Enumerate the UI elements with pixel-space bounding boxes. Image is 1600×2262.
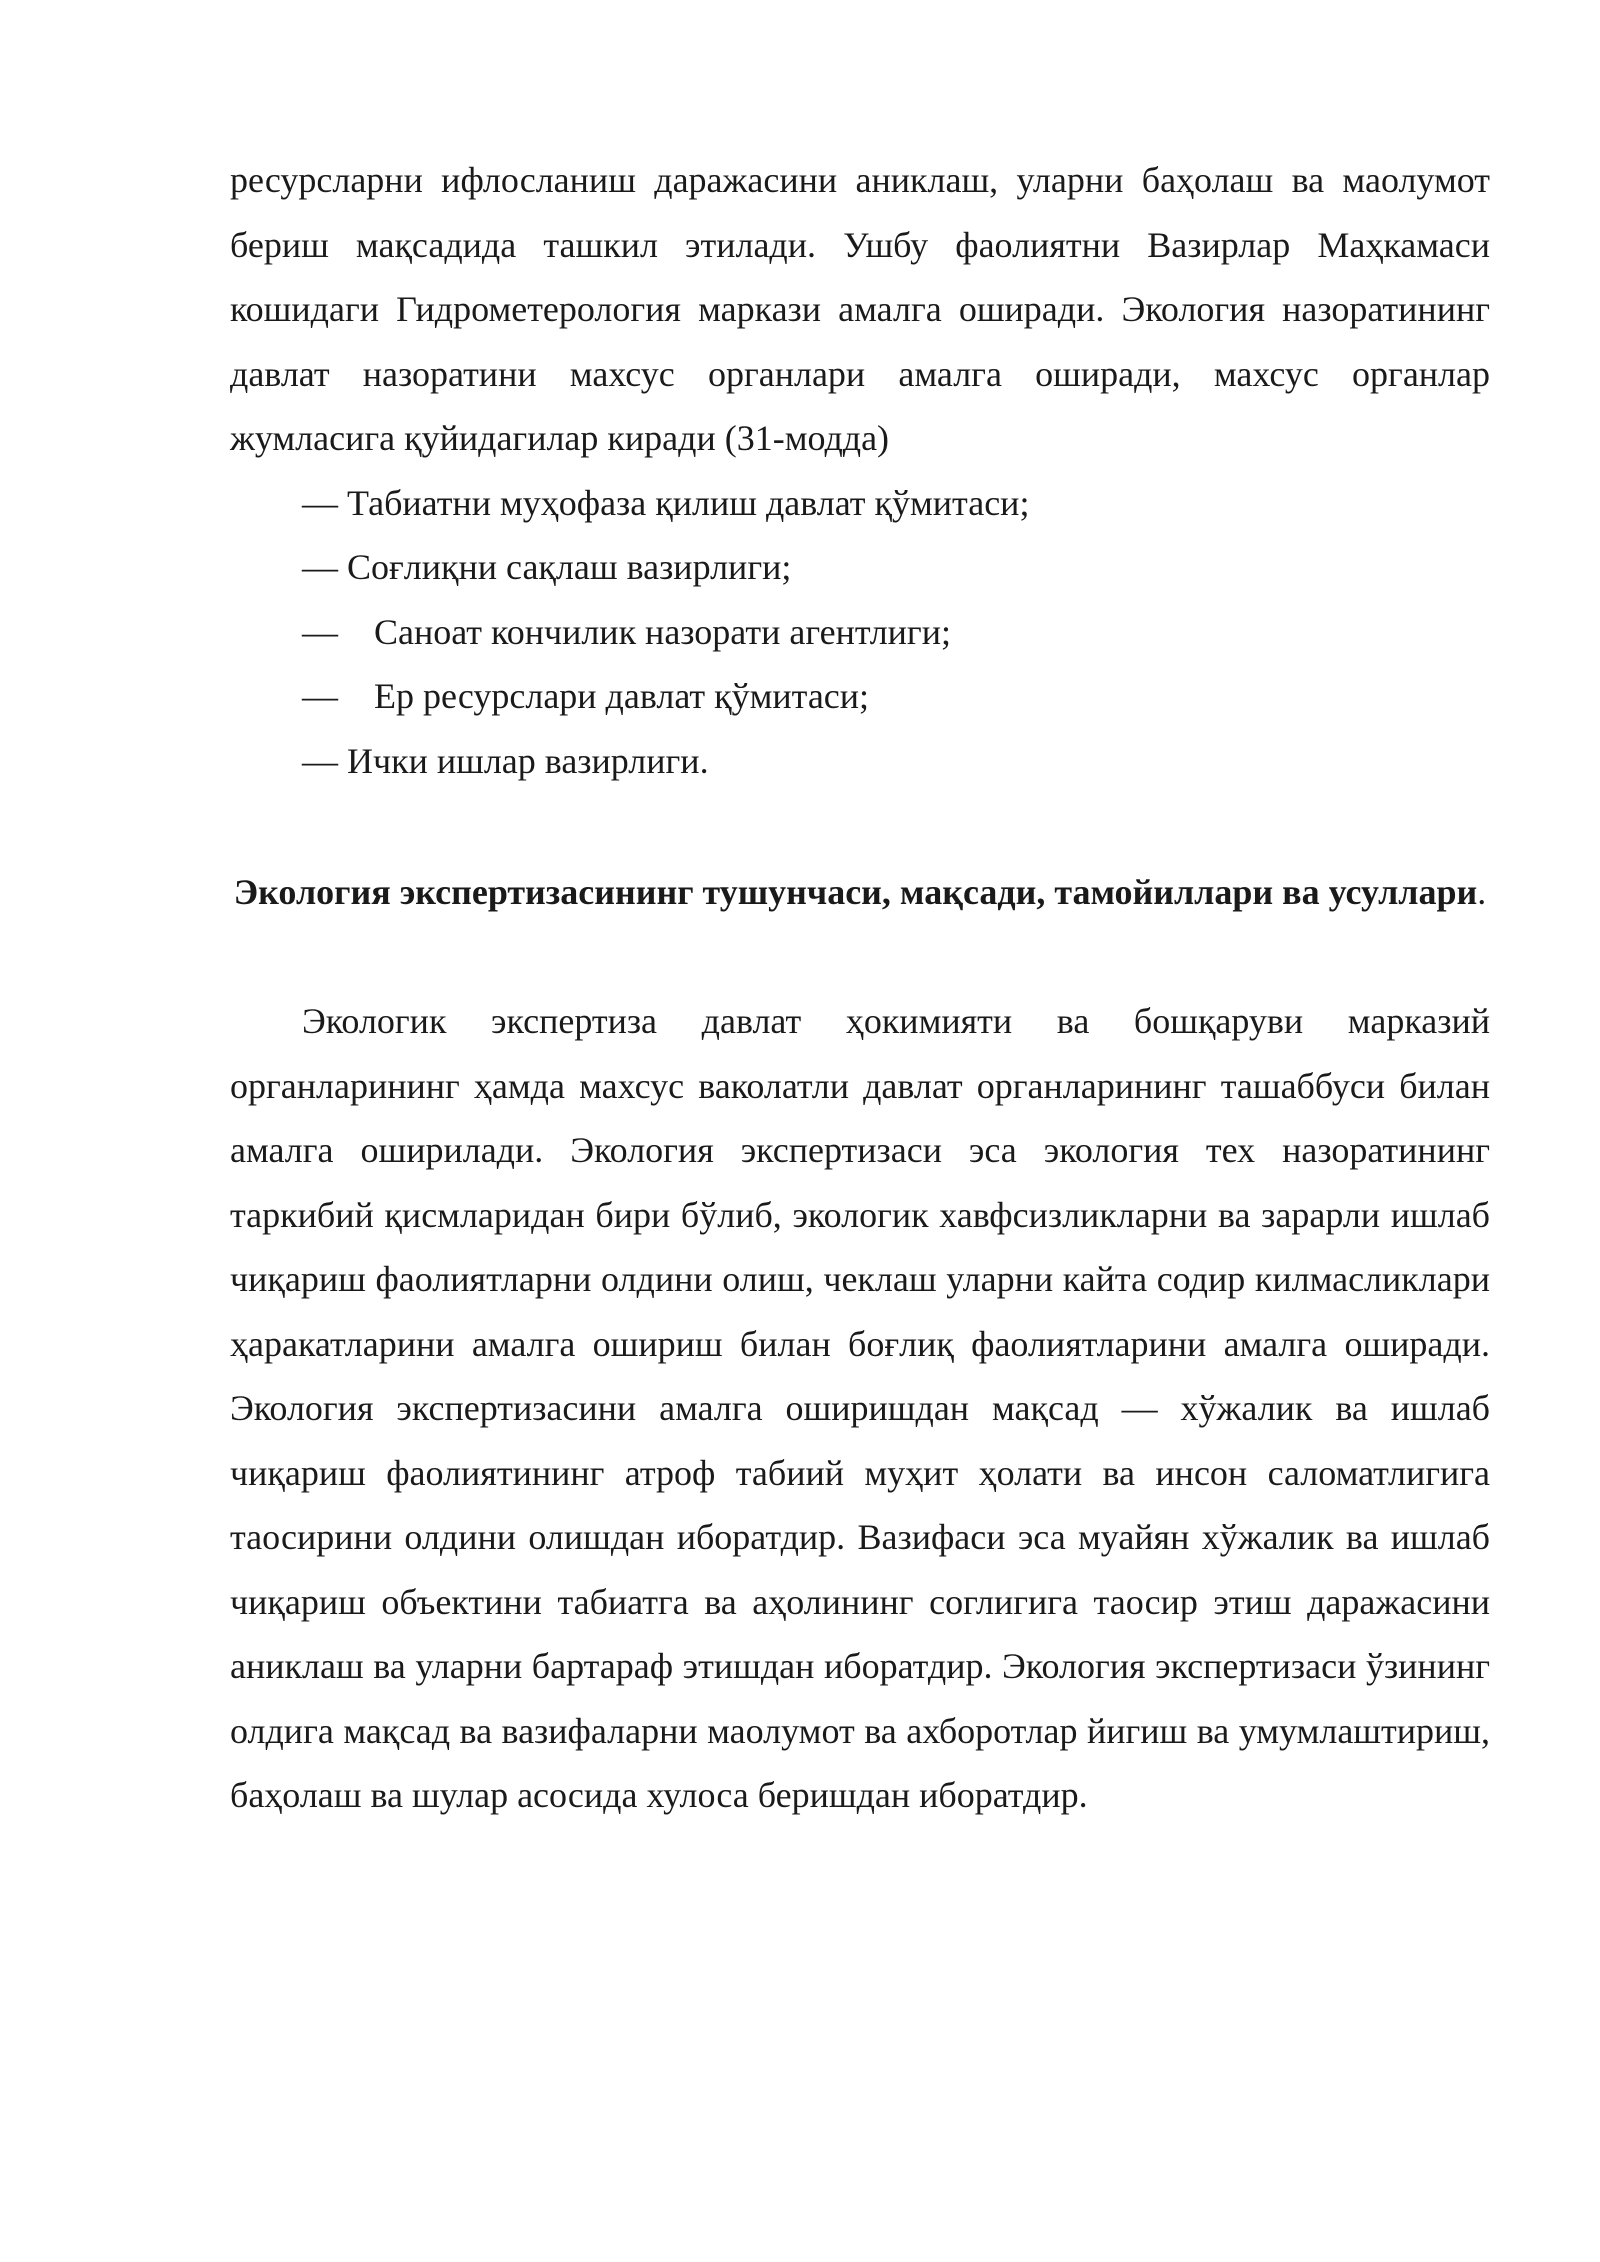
list-item	[230, 664, 1490, 729]
list-dash: —	[302, 676, 338, 716]
agency-list	[230, 471, 1490, 794]
list-item	[230, 535, 1490, 600]
list-dash: —	[302, 611, 338, 652]
section-heading-suffix: .	[1477, 872, 1487, 912]
list-item-text: Ички ишлар вазирлиги.	[347, 740, 709, 781]
section-heading	[230, 859, 1490, 925]
list-item	[230, 729, 1490, 794]
list-dash: —	[302, 482, 338, 523]
list-item	[230, 471, 1490, 536]
list-item-text: Саноат кончилик назорати агентлиги;	[374, 611, 951, 652]
section-heading-text: Экология экспертизасининг тушунчаси, мақсади, тамойиллари ва усуллари	[233, 872, 1478, 912]
list-item	[230, 600, 1490, 665]
intro-paragraph: ресурсларни ифлосланиш даражасини аниклаш, уларни баҳолаш ва маолумот бериш мақсадида ташкил этилади. Ушбу фаолиятни Вазирлар Маҳкамаси кошидаги Гидрометерология маркази амалга оширади. Экология назоратининг давлат назоратини махсус органлари амалга оширади, махсус органлар жумласига қуйидагилар киради (31-модда)	[230, 160, 1490, 458]
list-item-text: Соғлиқни сақлаш вазирлиги;	[347, 547, 792, 587]
list-item-text: Табиатни муҳофаза қилиш давлат қўмитаси;	[347, 482, 1030, 523]
list-item-text: Ер ресурслари давлат қўмитаси;	[374, 676, 870, 716]
body-paragraph: Экологик экспертиза давлат ҳокимияти ва бошқаруви марказий органларининг ҳамда махсус ваколатли давлат органларининг ташаббуси билан амалга оширилади. Экология экспертизаси эса экология тех назоратининг таркибий қисмларидан бири бўлиб, экологик хавфсизликларни ва зарарли ишлаб чиқариш фаолиятларни олдини олиш, чеклаш уларни кайта содир килмасликлари ҳаракатларини амалга ошириш билан боғлиқ фаолиятларини амалга оширади. Экология экспертизасини амалга оширишдан мақсад — хўжалик ва ишлаб чиқариш фаолиятининг атроф табиий муҳит ҳолати ва инсон саломатлигига таосирини олдини олишдан иборатдир. Вазифаси эса муайян хўжалик ва ишлаб чиқариш объектини табиатга ва аҳолининг соглигига таосир этиш даражасини аниклаш ва уларни бартараф этишдан иборатдир. Экология экспертизаси ўзининг олдига мақсад ва вазифаларни маолумот ва ахборотлар йигиш ва умумлаштириш, баҳолаш ва шулар асосида хулоса беришдан иборатдир.	[230, 1001, 1490, 1815]
document-page	[230, 148, 1490, 1828]
list-dash: —	[302, 740, 338, 781]
list-dash: —	[302, 547, 338, 587]
